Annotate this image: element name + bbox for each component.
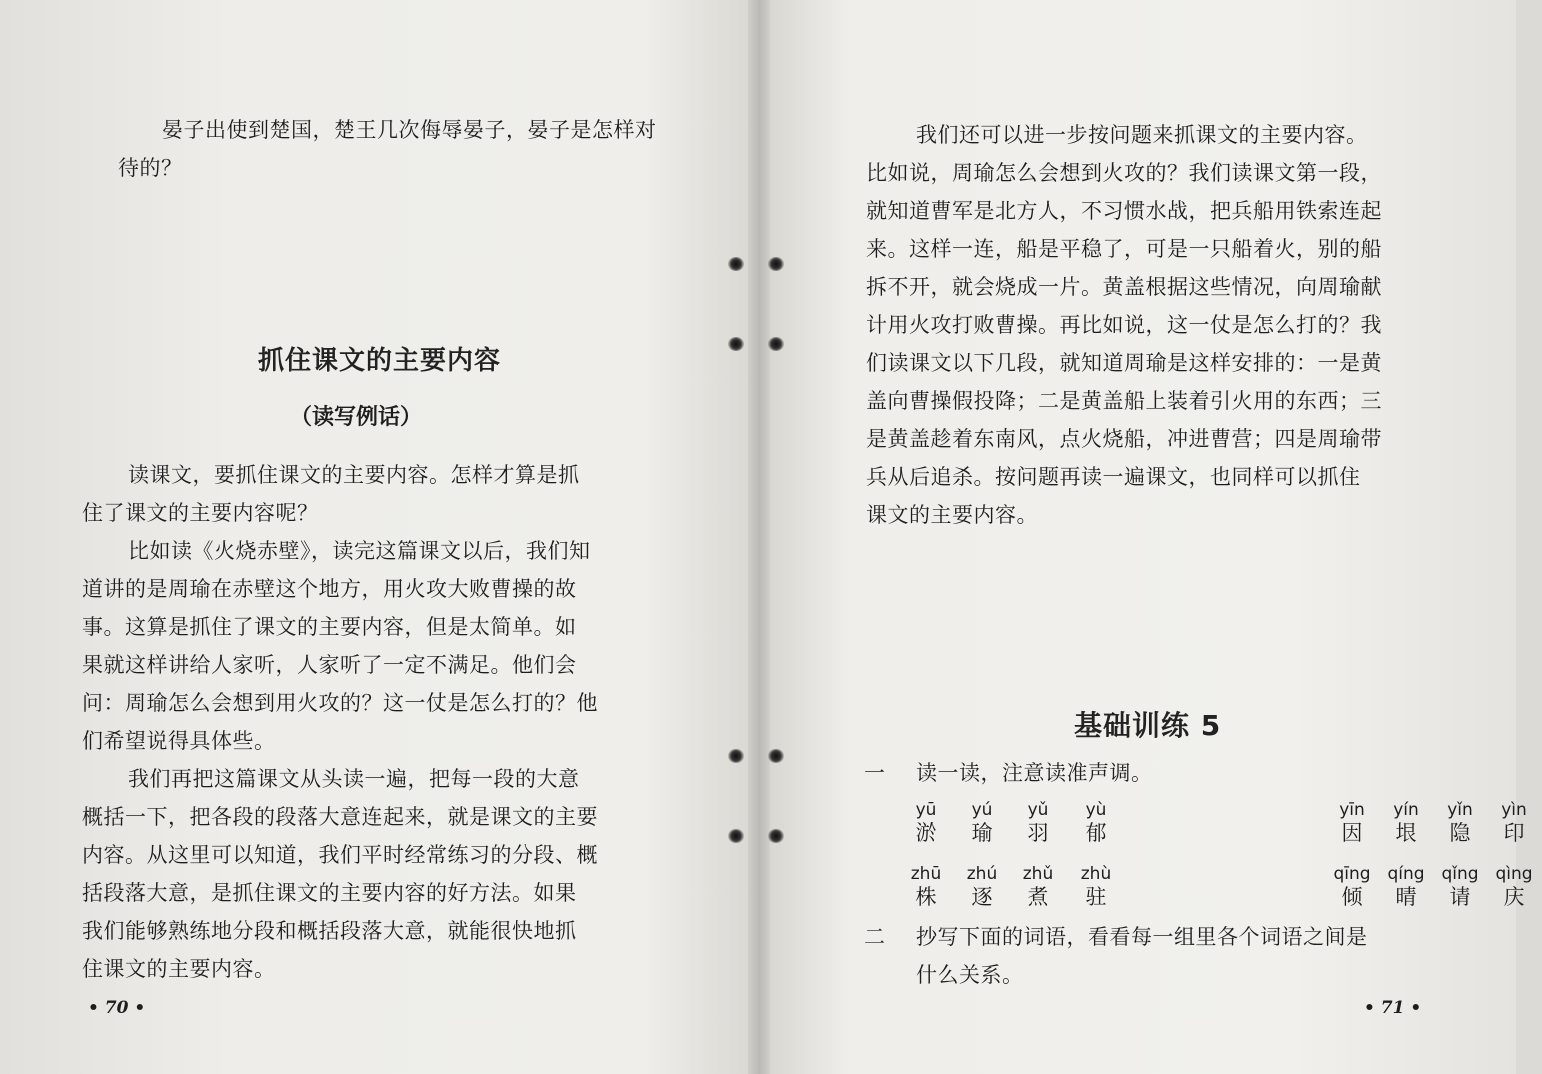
pinyin-cell [1010, 864, 1066, 910]
binding-hole [728, 257, 744, 271]
rp-line-1: 我们还可以进一步按问题来抓课文的主要内容。 [916, 123, 1368, 147]
article-subtitle: （读写例话） [290, 404, 423, 430]
pinyin-cell [898, 864, 954, 910]
p1-line-1: 读课文，要抓住课文的主要内容。怎样才算是抓 [128, 463, 580, 487]
rp-line-11: 课文的主要内容。 [866, 503, 1038, 527]
binding-hole [768, 257, 784, 271]
rp-line-10: 兵从后追杀。按问题再读一遍课文，也同样可以抓住 [866, 465, 1361, 489]
pinyin: yǔ [1027, 800, 1049, 820]
hanzi: 淤 [915, 821, 937, 845]
exercise-2-line-2: 什么关系。 [916, 963, 1024, 987]
pinyin: yín [1393, 800, 1419, 820]
pinyin: zhǔ [1022, 864, 1054, 884]
pinyin-cell [954, 800, 1010, 846]
left-page [0, 0, 758, 1074]
p2-line-5: 问：周瑜怎么会想到用火攻的？这一仗是怎么打的？他 [82, 691, 598, 715]
pinyin-cell [1324, 800, 1380, 846]
hanzi: 驻 [1085, 885, 1107, 909]
p3-line-4: 括段落大意，是抓住课文的主要内容的好方法。如果 [82, 881, 577, 905]
pinyin: qìng [1495, 864, 1533, 884]
hanzi: 晴 [1395, 885, 1417, 909]
p3-line-1: 我们再把这篇课文从头读一遍，把每一段的大意 [128, 767, 580, 791]
rp-line-3: 就知道曹军是北方人，不习惯水战，把兵船用铁索连起 [866, 199, 1382, 223]
intro-line-1: 晏子出使到楚国，楚王几次侮辱晏子，晏子是怎样对 [162, 118, 657, 142]
hanzi: 请 [1449, 885, 1471, 909]
binding-hole [768, 337, 784, 351]
hanzi: 瑜 [971, 821, 993, 845]
p3-line-3: 内容。从这里可以知道，我们平时经常练习的分段、概 [82, 843, 598, 867]
hanzi: 逐 [971, 885, 993, 909]
exercise-1-number: 一 [864, 761, 886, 785]
p1-line-2: 住了课文的主要内容呢？ [82, 501, 319, 525]
hanzi: 垠 [1395, 821, 1417, 845]
pinyin: yǐn [1447, 800, 1473, 820]
rp-line-2: 比如说，周瑜怎么会想到火攻的？我们读课文第一段， [866, 161, 1382, 185]
pinyin-cell [1068, 800, 1124, 846]
pinyin-cell [1378, 800, 1434, 846]
pinyin-cell [1432, 864, 1488, 910]
p3-line-2: 概括一下，把各段的段落大意连起来，就是课文的主要 [82, 805, 598, 829]
page-number-left: • 70 • [88, 998, 146, 1018]
p3-line-5: 我们能够熟练地分段和概括段落大意，就能很快地抓 [82, 919, 577, 943]
rp-line-7: 们读课文以下几段，就知道周瑜是这样安排的：一是黄 [866, 351, 1382, 375]
pinyin-cell [1068, 864, 1124, 910]
hanzi: 煮 [1027, 885, 1049, 909]
pinyin-cell [1486, 800, 1542, 846]
pinyin: qǐng [1441, 864, 1479, 884]
pinyin: qíng [1387, 864, 1425, 884]
rp-line-8: 盖向曹操假投降；二是黄盖船上装着引火用的东西；三 [866, 389, 1382, 413]
right-page [758, 0, 1533, 1074]
binding-hole [728, 749, 744, 763]
pinyin-cell [1010, 800, 1066, 846]
hanzi: 羽 [1027, 821, 1049, 845]
book-gutter [748, 0, 770, 1074]
binding-hole [768, 829, 784, 843]
pinyin-cell [1324, 864, 1380, 910]
pinyin: zhū [910, 864, 942, 884]
binding-hole [768, 749, 784, 763]
pinyin: yú [971, 800, 993, 820]
pinyin-cell [1486, 864, 1542, 910]
pinyin: zhù [1080, 864, 1112, 884]
pinyin: yìn [1501, 800, 1527, 820]
rp-line-9: 是黄盖趁着东南风，点火烧船，冲进曹营；四是周瑜带 [866, 427, 1382, 451]
pinyin: yū [915, 800, 937, 820]
intro-line-2: 待的？ [118, 156, 183, 180]
pinyin: yīn [1339, 800, 1365, 820]
p3-line-6: 住课文的主要内容。 [82, 957, 276, 981]
hanzi: 庆 [1503, 885, 1525, 909]
pinyin-cell [1432, 800, 1488, 846]
hanzi: 因 [1341, 821, 1363, 845]
section-title: 基础训练 5 [1074, 709, 1222, 742]
hanzi: 郁 [1085, 821, 1107, 845]
binding-hole [728, 337, 744, 351]
rp-line-6: 计用火攻打败曹操。再比如说，这一仗是怎么打的？我 [866, 313, 1382, 337]
binding-hole [728, 829, 744, 843]
exercise-2-number: 二 [864, 925, 886, 949]
hanzi: 倾 [1341, 885, 1363, 909]
hanzi: 隐 [1449, 821, 1471, 845]
page-number-right: • 71 • [1364, 998, 1422, 1018]
p2-line-3: 事。这算是抓住了课文的主要内容，但是太简单。如 [82, 615, 577, 639]
exercise-1-text: 读一读，注意读准声调。 [916, 761, 1153, 785]
rp-line-5: 拆不开，就会烧成一片。黄盖根据这些情况，向周瑜献 [866, 275, 1382, 299]
pinyin: zhú [966, 864, 998, 884]
p2-line-6: 们希望说得具体些。 [82, 729, 276, 753]
p2-line-1: 比如读《火烧赤壁》，读完这篇课文以后，我们知 [128, 539, 591, 563]
p2-line-2: 道讲的是周瑜在赤壁这个地方，用火攻大败曹操的故 [82, 577, 577, 601]
hanzi: 印 [1503, 821, 1525, 845]
rp-line-4: 来。这样一连，船是平稳了，可是一只船着火，别的船 [866, 237, 1382, 261]
pinyin: qīng [1333, 864, 1371, 884]
exercise-2-line-1: 抄写下面的词语，看看每一组里各个词语之间是 [916, 925, 1368, 949]
article-title: 抓住课文的主要内容 [258, 346, 502, 376]
pinyin: yù [1085, 800, 1107, 820]
hanzi: 株 [915, 885, 937, 909]
pinyin-cell [1378, 864, 1434, 910]
pinyin-cell [898, 800, 954, 846]
p2-line-4: 果就这样讲给人家听，人家听了一定不满足。他们会 [82, 653, 577, 677]
pinyin-cell [954, 864, 1010, 910]
